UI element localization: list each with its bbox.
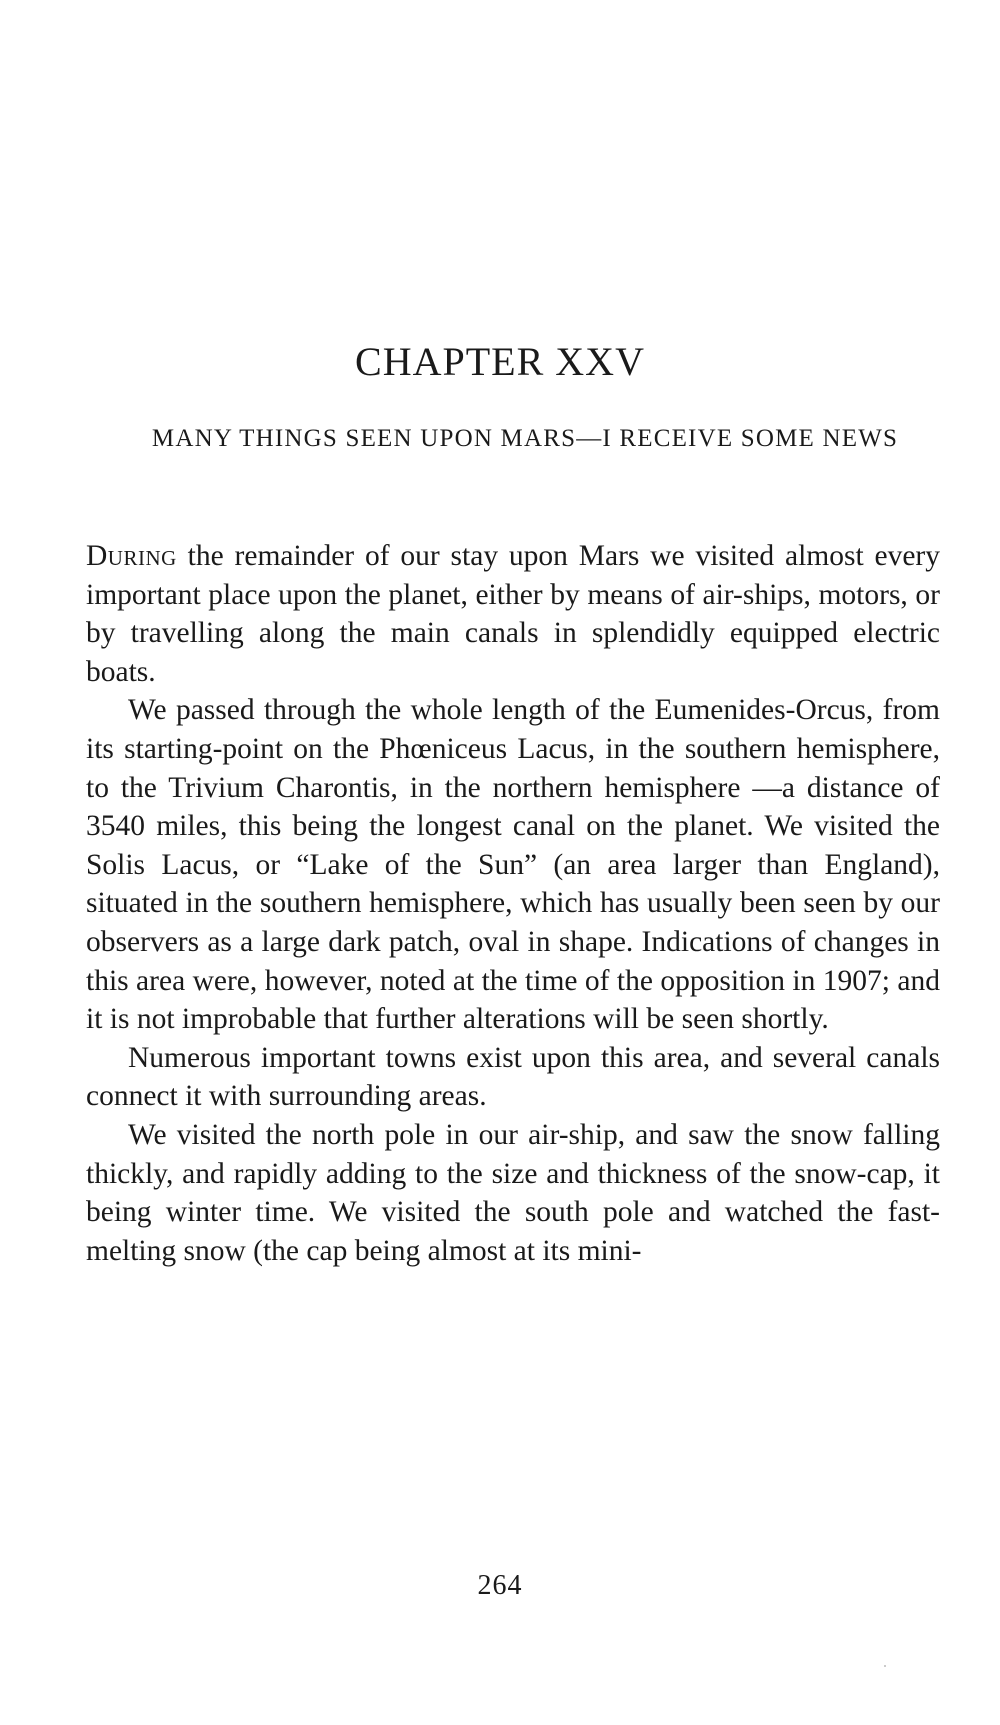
paragraph-1-text: the remainder of our stay upon Mars we visited almost every important place upon the planet, either by means of air-ships, motors, or by travelling along the main canals in splendidly equipped electric boats. [86,540,940,688]
page-number: 264 [477,1570,523,1601]
chapter-subtitle: MANY THINGS SEEN UPON MARS—I RECEIVE SOME NEWS [151,425,899,452]
paragraph-1 [86,537,940,691]
paragraph-3: Numerous important towns exist upon this area, and several canals connect it with surrounding areas. [86,1041,940,1113]
paragraph-2: We passed through the whole length of the Eumenides-Orcus, from its starting-point on the Phœniceus Lacus, in the southern hemisphere, to the Trivium Charontis, in the northern hemisphere —a distance of 3540 miles, this being the longest canal on the planet. We visited the Solis Lacus, or “Lake of the Sun” (an area larger than England), situated in the southern hemisphere, which has usually been seen by our observers as a large dark patch, oval in shape. Indications of changes in this area were, however, noted at the time of the opposition in 1907; and it is not improbable that further alterations will be seen shortly. [86,694,940,1036]
paragraph-lead-word: During [86,540,177,572]
paper-speck [884,1665,886,1667]
chapter-title: CHAPTER XXV [355,339,645,384]
paragraph-4: We visited the north pole in our air-ship, and saw the snow falling thickly, and rapidly adding to the size and thickness of the snow-cap, it being winter time. We visited the south pole and watched the fast-melting snow (the cap being almost at its mini- [86,1118,940,1267]
chapter-body [86,537,940,1270]
